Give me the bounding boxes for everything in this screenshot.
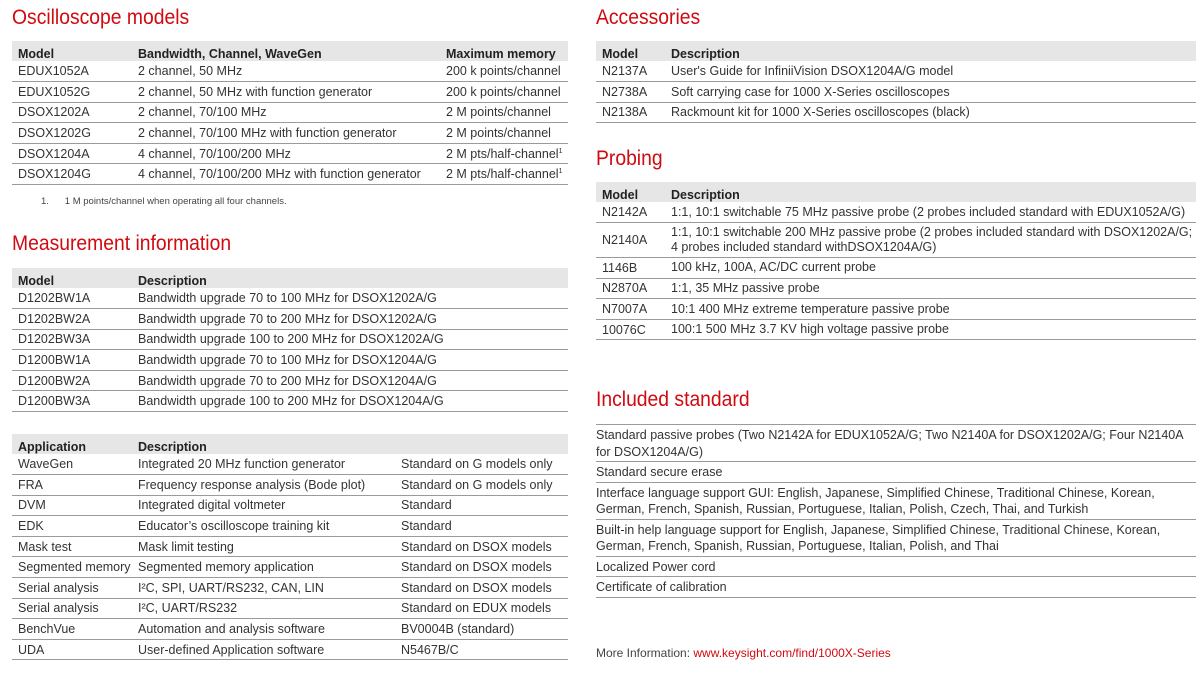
table-cell [132, 329, 568, 350]
cell-text: Bandwidth upgrade 70 to 200 MHz for DSOX1204A/G [138, 373, 437, 388]
cell-text: 10:1 400 MHz extreme temperature passive probe [671, 301, 950, 316]
table-cell [596, 258, 665, 279]
cell-text: 1146B [602, 260, 638, 275]
list-item: Interface language support GUI: English, Japanese, Simplified Chinese, Traditional Chinese, Korean, German, French, Spanish, Russian, Portuguese, Italian, Polish, Czech, Thai, and Turkish [596, 483, 1196, 520]
table-cell [395, 578, 568, 599]
cell-text: EDUX1052G [18, 84, 91, 99]
cell-text: Integrated digital voltmeter [138, 498, 286, 513]
table-cell [132, 123, 440, 144]
cell-text: Standard on EDUX models [401, 601, 552, 616]
cell-text: 4 channel, 70/100/200 MHz [138, 146, 291, 161]
table-row [596, 258, 1196, 279]
cell-text: WaveGen [18, 457, 74, 472]
cell-text: Soft carrying case for 1000 X-Series oscilloscopes [671, 84, 950, 99]
col-header-application: Application [12, 434, 132, 454]
cell-text: 2 M pts/half-channel [446, 146, 559, 161]
cell-text: UDA [18, 642, 45, 657]
table-cell [132, 309, 568, 330]
table-cell [132, 557, 395, 578]
oscilloscope-table [12, 41, 568, 185]
cell-text: DSOX1204G [18, 167, 91, 182]
cell-text: Rackmount kit for 1000 X-Series oscilloscopes (black) [671, 105, 970, 120]
cell-text: DSOX1202G [18, 126, 91, 141]
cell-text: 2 channel, 50 MHz [138, 64, 243, 79]
table-cell [12, 350, 132, 371]
table-row [596, 223, 1196, 258]
cell-text: User's Guide for InfiniiVision DSOX1204A/G model [671, 64, 954, 79]
cell-text: N7007A [602, 302, 648, 317]
cell-text: EDK [18, 519, 44, 534]
cell-text: N2137A [602, 64, 648, 79]
col-header-description: Description [132, 434, 395, 454]
measurement-table [12, 268, 568, 412]
list-item: Standard secure erase [596, 462, 1196, 483]
table-row [12, 516, 568, 537]
measurement-heading: Measurement information [12, 232, 232, 255]
table-cell [12, 454, 132, 475]
col-header-model: Model [596, 182, 665, 202]
table-cell [132, 619, 395, 640]
footnote-marker: 1 [558, 147, 563, 155]
table-cell [596, 299, 665, 320]
table-row [12, 61, 568, 82]
table-cell [395, 536, 568, 557]
cell-text: Bandwidth upgrade 100 to 200 MHz for DSOX1202A/G [138, 332, 444, 347]
cell-text: 2 channel, 70/100 MHz [138, 105, 267, 120]
table-cell [395, 557, 568, 578]
table-header-row [596, 182, 1196, 202]
table-cell [440, 82, 568, 103]
cell-text: Standard on DSOX models [401, 539, 552, 554]
table-cell [12, 164, 132, 185]
included-heading: Included standard [596, 388, 750, 411]
footnote-marker: 1 [558, 168, 563, 176]
table-row [12, 578, 568, 599]
list-item: Standard passive probes (Two N2142A for EDUX1052A/G; Two N2140A for DSOX1202A/G; Four N2140A for DSOX1204A/G) [596, 425, 1196, 462]
cell-text: 100 kHz, 100A, AC/DC current probe [671, 260, 876, 275]
table-cell [440, 61, 568, 82]
col-header-model: Model [12, 41, 132, 61]
table-cell [395, 516, 568, 537]
cell-text: User-defined Application software [138, 642, 325, 657]
table-cell [132, 61, 440, 82]
cell-text: 1:1, 35 MHz passive probe [671, 280, 820, 295]
cell-text: N2138A [602, 105, 648, 120]
table-cell [132, 495, 395, 516]
cell-text: I²C, SPI, UART/RS232, CAN, LIN [138, 580, 324, 595]
table-cell [596, 102, 665, 123]
table-row [12, 309, 568, 330]
cell-text: Mask test [18, 539, 72, 554]
table-cell [12, 143, 132, 164]
cell-text: BenchVue [18, 622, 76, 637]
table-cell [12, 619, 132, 640]
cell-text: D1200BW3A [18, 394, 91, 409]
cell-text: Educator’s oscilloscope training kit [138, 519, 330, 534]
cell-text: FRA [18, 477, 43, 492]
cell-text: DSOX1202A [18, 105, 90, 120]
cell-text: DVM [18, 498, 46, 513]
table-row [12, 391, 568, 412]
cell-text: N2140A [602, 233, 648, 248]
cell-text: Serial analysis [18, 580, 99, 595]
cell-text: Bandwidth upgrade 70 to 100 MHz for DSOX1204A/G [138, 353, 437, 368]
table-row [596, 82, 1196, 103]
cell-text: Mask limit testing [138, 539, 234, 554]
table-cell [12, 82, 132, 103]
probing-heading: Probing [596, 147, 663, 170]
table-cell [665, 82, 1196, 103]
table-cell [12, 516, 132, 537]
table-cell [596, 202, 665, 223]
table-cell [596, 61, 665, 82]
cell-text: 2 M points/channel [446, 126, 551, 141]
table-row [596, 61, 1196, 82]
cell-text: 100:1 500 MHz 3.7 KV high voltage passive probe [671, 322, 949, 337]
table-row [596, 102, 1196, 123]
cell-text: 200 k points/channel [446, 84, 561, 99]
table-row [12, 102, 568, 123]
cell-text: Bandwidth upgrade 70 to 100 MHz for DSOX1202A/G [138, 291, 437, 306]
application-table [12, 434, 568, 660]
cell-text: 200 k points/channel [446, 64, 561, 79]
table-cell [12, 123, 132, 144]
table-row [12, 639, 568, 660]
table-row [596, 319, 1196, 340]
cell-text: Standard [401, 519, 452, 534]
table-cell [132, 454, 395, 475]
included-list [596, 424, 1196, 598]
table-row [596, 278, 1196, 299]
accessories-table [596, 41, 1196, 123]
table-row [12, 350, 568, 371]
table-cell [132, 578, 395, 599]
cell-text: Bandwidth upgrade 70 to 200 MHz for DSOX1202A/G [138, 311, 437, 326]
table-cell [12, 639, 132, 660]
col-header-description: Description [132, 268, 568, 288]
table-cell [12, 309, 132, 330]
table-cell [440, 143, 568, 164]
oscilloscope-heading: Oscilloscope models [12, 6, 190, 29]
table-cell [440, 164, 568, 185]
cell-text: DSOX1204A [18, 146, 90, 161]
table-row [12, 329, 568, 350]
table-cell [395, 475, 568, 496]
cell-text: Segmented memory application [138, 560, 314, 575]
col-header-bandwidth: Bandwidth, Channel, WaveGen [132, 41, 440, 61]
table-cell [132, 370, 568, 391]
table-header-row [12, 268, 568, 288]
table-cell [12, 391, 132, 412]
cell-text: D1200BW2A [18, 373, 91, 388]
table-row [596, 299, 1196, 320]
cell-text: D1200BW1A [18, 353, 91, 368]
cell-text: 10076C [602, 322, 646, 337]
table-cell [132, 475, 395, 496]
table-cell [132, 288, 568, 309]
cell-text: 4 channel, 70/100/200 MHz with function generator [138, 167, 421, 182]
probing-table [596, 182, 1196, 340]
table-row [12, 598, 568, 619]
table-cell [12, 329, 132, 350]
cell-text: Frequency response analysis (Bode plot) [138, 477, 366, 492]
cell-text: Bandwidth upgrade 100 to 200 MHz for DSOX1204A/G [138, 394, 444, 409]
col-header-memory: Maximum memory [440, 41, 568, 61]
list-item: Certificate of calibration [596, 577, 1196, 598]
table-cell [440, 102, 568, 123]
table-cell [665, 278, 1196, 299]
table-cell [665, 258, 1196, 279]
table-cell [132, 516, 395, 537]
cell-text: N2870A [602, 281, 648, 296]
table-cell [665, 223, 1196, 258]
table-cell [12, 370, 132, 391]
table-row [12, 536, 568, 557]
table-cell [132, 350, 568, 371]
table-cell [12, 288, 132, 309]
table-row [12, 82, 568, 103]
table-cell [132, 143, 440, 164]
cell-text: I²C, UART/RS232 [138, 601, 238, 616]
cell-text: Serial analysis [18, 601, 99, 616]
table-cell [596, 278, 665, 299]
table-cell [665, 102, 1196, 123]
cell-text: D1202BW2A [18, 311, 91, 326]
table-cell [132, 391, 568, 412]
table-cell [12, 557, 132, 578]
cell-text: 1:1, 10:1 switchable 200 MHz passive probe (2 probes included standard with DSOX1202A/G; 4 probes included standard withDSOX1204A/G) [671, 225, 1193, 255]
cell-text: 2 M pts/half-channel [446, 167, 559, 182]
table-cell [665, 202, 1196, 223]
cell-text: D1202BW1A [18, 291, 91, 306]
table-header-row [12, 434, 568, 454]
table-cell [440, 123, 568, 144]
table-cell [395, 619, 568, 640]
cell-text: 2 M points/channel [446, 105, 551, 120]
cell-text: 2 channel, 70/100 MHz with function generator [138, 126, 397, 141]
table-cell [395, 495, 568, 516]
table-cell [12, 475, 132, 496]
col-header-description: Description [665, 182, 1196, 202]
accessories-heading: Accessories [596, 6, 701, 29]
table-cell [132, 164, 440, 185]
cell-text: Standard on DSOX models [401, 560, 552, 575]
cell-text: Standard [401, 498, 452, 513]
table-cell [395, 639, 568, 660]
table-cell [395, 598, 568, 619]
cell-text: Segmented memory [18, 560, 131, 575]
cell-text: Automation and analysis software [138, 622, 325, 637]
table-cell [12, 495, 132, 516]
table-cell [132, 598, 395, 619]
table-row [12, 370, 568, 391]
cell-text: BV0004B (standard) [401, 622, 515, 637]
table-row [596, 202, 1196, 223]
table-cell [665, 299, 1196, 320]
table-row [12, 495, 568, 516]
table-row [12, 288, 568, 309]
cell-text: N2738A [602, 84, 648, 99]
list-item: Built-in help language support for English, Japanese, Simplified Chinese, Traditional Chinese, Korean, German, French, Spanish, Russian, Portuguese, Italian, Polish, and Thai [596, 520, 1196, 557]
table-header-row [596, 41, 1196, 61]
table-cell [12, 598, 132, 619]
table-cell [12, 536, 132, 557]
table-cell [132, 536, 395, 557]
table-cell [132, 82, 440, 103]
more-info-link[interactable]: www.keysight.com/find/1000X-Series [693, 646, 891, 660]
table-cell [665, 319, 1196, 340]
cell-text: Standard on G models only [401, 457, 553, 472]
table-cell [665, 61, 1196, 82]
more-info-label: More Information: [596, 646, 691, 660]
table-cell [395, 454, 568, 475]
col-header-model: Model [596, 41, 665, 61]
cell-text: 1:1, 10:1 switchable 75 MHz passive probe (2 probes included standard with EDUX1052A/G) [671, 204, 1186, 219]
table-header-row [12, 41, 568, 61]
table-cell [596, 319, 665, 340]
table-cell [132, 639, 395, 660]
table-cell [12, 61, 132, 82]
col-header-model: Model [12, 268, 132, 288]
table-row [12, 164, 568, 185]
table-row [12, 619, 568, 640]
cell-text: N2142A [602, 205, 648, 220]
cell-text: N5467B/C [401, 642, 459, 657]
cell-text: 2 channel, 50 MHz with function generator [138, 84, 373, 99]
footnote: 1. 1 M points/channel when operating all four channels. [41, 196, 287, 207]
cell-text: EDUX1052A [18, 64, 89, 79]
col-header-description: Description [665, 41, 1196, 61]
cell-text: Standard on DSOX models [401, 580, 552, 595]
table-row [12, 454, 568, 475]
table-row [12, 557, 568, 578]
table-row [12, 475, 568, 496]
cell-text: Standard on G models only [401, 477, 553, 492]
table-cell [596, 223, 665, 258]
table-cell [12, 102, 132, 123]
list-item: Localized Power cord [596, 557, 1196, 578]
col-header-availability [395, 434, 568, 454]
table-row [12, 123, 568, 144]
table-cell [12, 578, 132, 599]
table-row [12, 143, 568, 164]
more-information [596, 646, 891, 660]
cell-text: Integrated 20 MHz function generator [138, 457, 346, 472]
table-cell [596, 82, 665, 103]
cell-text: D1202BW3A [18, 332, 91, 347]
table-cell [132, 102, 440, 123]
